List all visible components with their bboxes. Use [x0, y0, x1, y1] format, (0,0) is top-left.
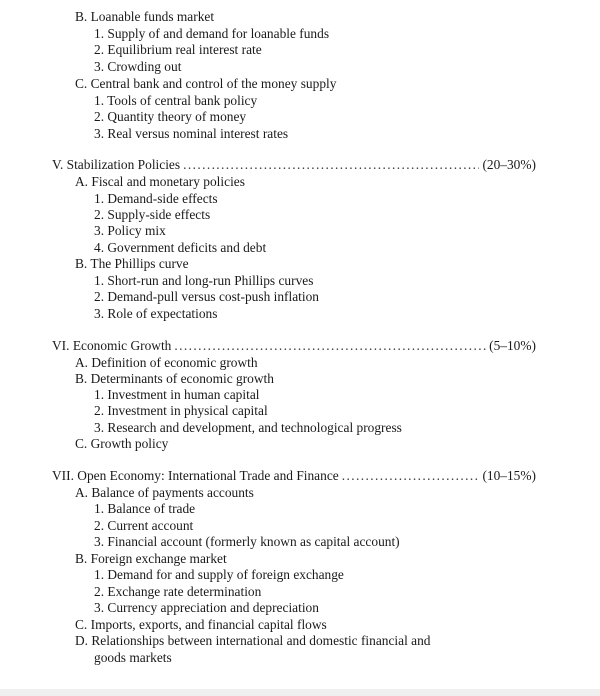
outline-item: 3. Policy mix: [94, 223, 166, 238]
outline-item: 2. Supply-side effects: [94, 207, 211, 222]
outline-item: 3. Role of expectations: [94, 306, 218, 321]
outline-subheading: C. Central bank and control of the money supply: [75, 76, 337, 91]
outline-item: 1. Balance of trade: [94, 501, 196, 516]
outline-item: 3. Research and development, and technological progress: [94, 420, 402, 435]
outline-item: 1. Investment in human capital: [94, 387, 260, 402]
outline-item: 3. Currency appreciation and depreciation: [94, 600, 319, 615]
outline-subheading: A. Balance of payments accounts: [75, 485, 254, 500]
outline-item: 2. Quantity theory of money: [94, 109, 247, 124]
dot-leader: [183, 157, 479, 173]
outline-item: 2. Exchange rate determination: [94, 584, 262, 599]
section-heading: [52, 338, 536, 354]
outline-item: 1. Short-run and long-run Phillips curves: [94, 273, 314, 288]
outline-subheading: A. Fiscal and monetary policies: [75, 174, 245, 189]
outline-subheading: B. Loanable funds market: [75, 9, 215, 24]
outline-item: 2. Demand-pull versus cost-push inflation: [94, 289, 319, 304]
outline-subheading: A. Definition of economic growth: [75, 355, 258, 370]
outline-subheading: B. Determinants of economic growth: [75, 371, 274, 386]
page-bottom-edge: [0, 689, 600, 696]
outline-item: 2. Investment in physical capital: [94, 403, 268, 418]
dot-leader: [342, 468, 480, 484]
dot-leader: [174, 338, 486, 354]
outline-subheading: C. Growth policy: [75, 436, 169, 451]
outline-subheading: B. The Phillips curve: [75, 256, 189, 271]
section-percent: (10–15%): [482, 468, 536, 483]
section-title: VI. Economic Growth: [52, 338, 172, 353]
section-title: VII. Open Economy: International Trade and Finance: [52, 468, 339, 483]
outline-item: 2. Equilibrium real interest rate: [94, 42, 262, 57]
section-heading: [52, 468, 536, 484]
outline-item: 3. Financial account (formerly known as capital account): [94, 534, 400, 549]
outline-item: 1. Supply of and demand for loanable funds: [94, 26, 330, 41]
outline-subheading-continuation: goods markets: [94, 650, 172, 665]
outline-item: 1. Demand-side effects: [94, 191, 218, 206]
outline-item: 1. Tools of central bank policy: [94, 93, 258, 108]
outline-subheading: C. Imports, exports, and financial capital flows: [75, 617, 327, 632]
section-percent: (20–30%): [482, 157, 536, 172]
outline-subheading: D. Relationships between international and domestic financial and: [75, 633, 431, 648]
section-percent: (5–10%): [489, 338, 536, 353]
outline-item: 4. Government deficits and debt: [94, 240, 267, 255]
outline-item: 3. Real versus nominal interest rates: [94, 126, 289, 141]
outline-subheading: B. Foreign exchange market: [75, 551, 227, 566]
section-heading: [52, 157, 536, 173]
outline-item: 3. Crowding out: [94, 59, 182, 74]
outline-item: 1. Demand for and supply of foreign exchange: [94, 567, 344, 582]
section-title: V. Stabilization Policies: [52, 157, 181, 172]
outline-item: 2. Current account: [94, 518, 194, 533]
